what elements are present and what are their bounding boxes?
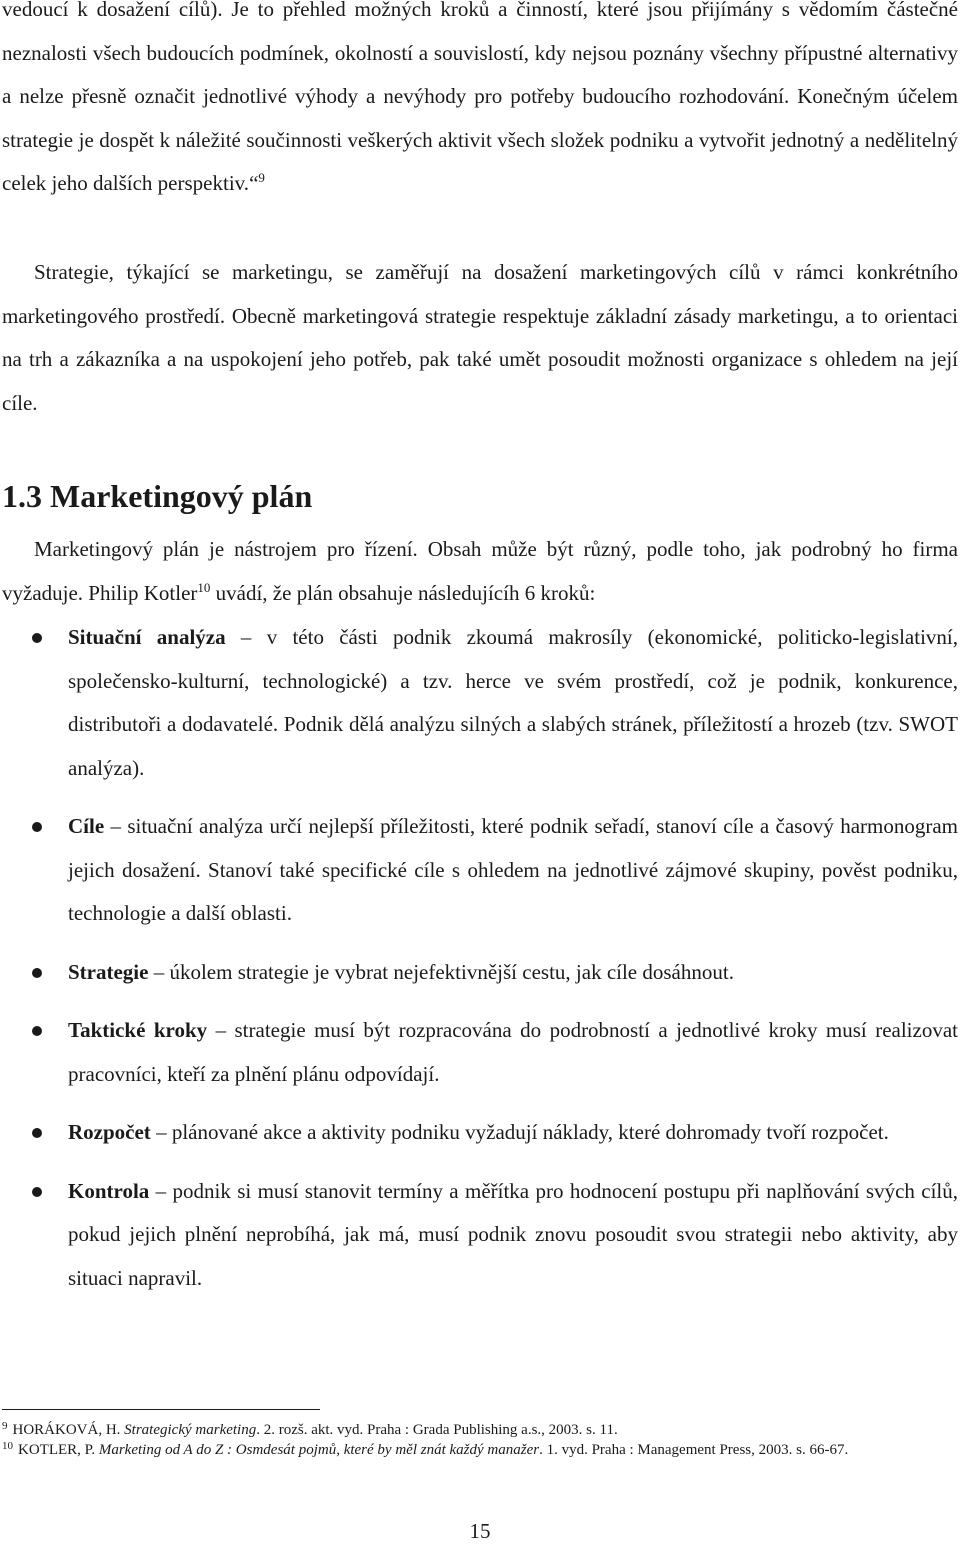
step-term: Situační analýza bbox=[68, 625, 226, 649]
list-item bbox=[0, 805, 958, 936]
list-item bbox=[0, 1111, 958, 1155]
paragraph-text: vedoucí k dosažení cílů). Je to přehled možných kroků a činností, které jsou přijímány s vědomím částečné neznalosti všech budoucích podmínek, okolností a souvislostí, kdy nejsou poznány všechny přípustné alternativy a nelze přesně označit jednotlivé výhody a nevýhody pro potřeby budoucího rozhodování. Konečným účelem strategie je dospět k náležité součinnosti veškerých aktivit všech složek podniku a vytvořit jednotný a nedělitelný celek jeho dalších perspektiv. bbox=[2, 0, 958, 195]
step-term: Cíle bbox=[68, 814, 105, 838]
footnote-details: . 2. rozš. akt. vyd. Praha : Grada Publishing a.s., 2003. s. 11. bbox=[256, 1422, 618, 1438]
step-text: – podnik si musí stanovit termíny a měřítka pro hodnocení postupu při naplňování svých cílů, pokud jejich plnění neprobíhá, jak má, musí podnik znovu posoudit svou strategii nebo aktivity, aby situaci napravil. bbox=[68, 1178, 958, 1290]
footnotes bbox=[2, 1420, 960, 1460]
bullet-icon bbox=[32, 968, 42, 978]
bullet-icon bbox=[32, 633, 42, 643]
step-text: – plánované akce a aktivity podniku vyžadují náklady, které dohromady tvoří rozpočet. bbox=[150, 1120, 889, 1144]
footnote-title: Marketing od A do Z : Osmdesát pojmů, které by měl znát každý manažer bbox=[98, 1442, 540, 1458]
footnote-reference-9[interactable]: 9 bbox=[258, 170, 265, 185]
section-number: 1.3 bbox=[2, 478, 42, 514]
list-item bbox=[0, 951, 958, 995]
footnote-author: KOTLER, P. bbox=[18, 1442, 99, 1458]
bullet-icon bbox=[32, 1187, 42, 1197]
section-heading bbox=[2, 474, 312, 518]
step-text: – v této části podnik zkoumá makrosíly (ekonomické, politicko-legislativní, společensko-kulturní, technologické) a tzv. herce ve svém prostředí, což je podnik, konkurence, distributoři a dodavatelé. Podnik dělá analýzu silných a slabých stránek, příležitostí a hrozeb (tzv. SWOT analýza). bbox=[68, 625, 958, 780]
footnote-reference-10[interactable]: 10 bbox=[197, 579, 211, 595]
plan-steps-list bbox=[0, 616, 958, 1315]
section-title: Marketingový plán bbox=[50, 478, 313, 514]
step-text: – úkolem strategie je vybrat nejefektivnější cestu, jak cíle dosáhnout. bbox=[148, 959, 734, 984]
bullet-icon bbox=[32, 822, 42, 832]
footnote-number: 9 bbox=[2, 1420, 8, 1432]
bullet-icon bbox=[32, 1026, 42, 1036]
paragraph-text-after: uvádí, že plán obsahuje následujícíh 6 kroků: bbox=[210, 580, 596, 605]
list-item bbox=[0, 1170, 958, 1301]
closing-quote: “ bbox=[249, 171, 259, 195]
footnote-10 bbox=[2, 1440, 960, 1460]
footnote-details: . 1. vyd. Praha : Management Press, 2003. s. 66-67. bbox=[539, 1442, 849, 1458]
step-text: – situační analýza určí nejlepší příležitosti, které podnik seřadí, stanoví cíle a časový harmonogram jejich dosažení. Stanoví také specifické cíle s ohledem na jednotlivé zájmové skupiny, pověst podniku, technologie a další oblasti. bbox=[68, 814, 958, 925]
footnote-9 bbox=[2, 1420, 960, 1440]
paragraph-marketing-strategy: Strategie, týkající se marketingu, se zaměřují na dosažení marketingových cílů v rámci konkrétního marketingového prostředí. Obecně marketingová strategie respektuje základní zásady marketingu, a to orientaci na trh a zákazníka a na uspokojení jeho potřeb, pak také umět posoudit možnosti organizace s ohledem na její cíle. bbox=[2, 260, 958, 415]
footnote-title: Strategický marketing bbox=[124, 1422, 257, 1438]
page-number: 15 bbox=[469, 1519, 491, 1543]
paragraph-marketing-plan-intro bbox=[2, 528, 958, 615]
footnote-separator bbox=[2, 1409, 320, 1410]
paragraph-text-before: Marketingový plán je nástrojem pro řízení. Obsah může být různý, podle toho, jak podrobný ho firma vyžaduje. Philip Kotler bbox=[2, 537, 958, 605]
footnote-author: HORÁKOVÁ, H. bbox=[12, 1422, 125, 1438]
list-item bbox=[0, 616, 958, 790]
step-term: Kontrola bbox=[68, 1178, 150, 1203]
step-term: Taktické kroky bbox=[68, 1018, 208, 1042]
step-text: – strategie musí být rozpracována do podrobností a jednotlivé kroky musí realizovat pracovníci, kteří za plnění plánu odpovídají. bbox=[68, 1018, 958, 1086]
step-term: Rozpočet bbox=[68, 1120, 151, 1144]
list-item bbox=[0, 1009, 958, 1096]
step-term: Strategie bbox=[68, 959, 149, 984]
bullet-icon bbox=[32, 1128, 42, 1138]
footnote-number: 10 bbox=[2, 1440, 13, 1452]
paragraph-strategy-definition bbox=[2, 0, 958, 206]
